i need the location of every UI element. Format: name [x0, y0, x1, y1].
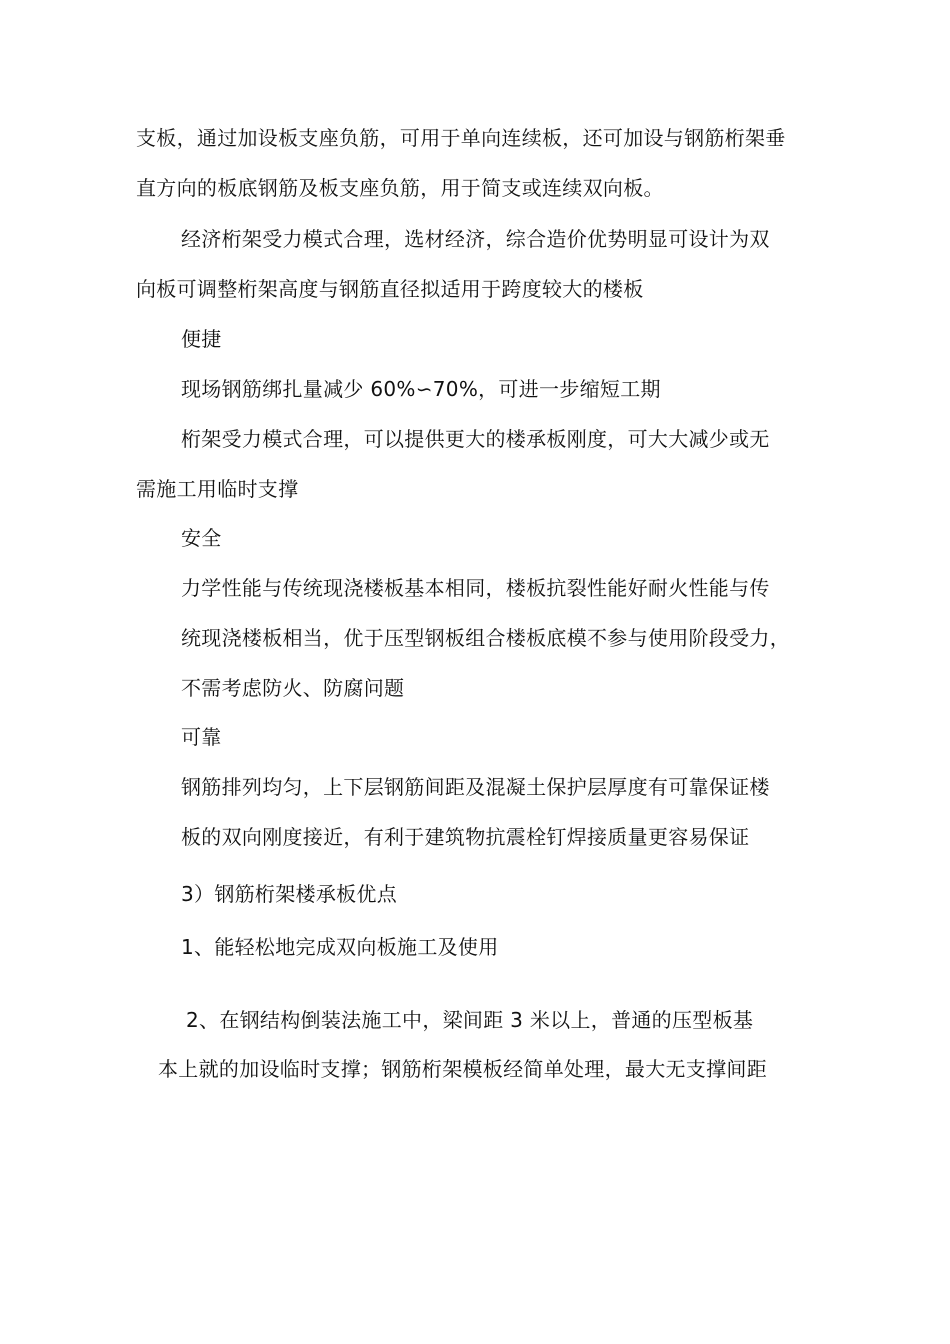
text-line: 力学性能与传统现浇楼板基本相同，楼板抗裂性能好耐火性能与传 [181, 576, 770, 600]
text-line: 直方向的板底钢筋及板支座负筋，用于简支或连续双向板。 [136, 176, 664, 200]
list-item: 1、能轻松地完成双向板施工及使用 [181, 935, 499, 959]
text-line: 支板，通过加设板支座负筋，可用于单向连续板，还可加设与钢筋桁架垂 [136, 126, 786, 150]
text-line: 现场钢筋绑扎量减少 60%∽70%，可进一步缩短工期 [181, 377, 661, 401]
text-line: 需施工用临时支撑 [136, 477, 299, 501]
text-line: 本上就的加设临时支撑；钢筋桁架模板经简单处理，最大无支撑间距 [158, 1057, 767, 1081]
text-line: 向板可调整桁架高度与钢筋直径拟适用于跨度较大的楼板 [136, 277, 644, 301]
text-line: 桁架受力模式合理，可以提供更大的楼承板刚度，可大大减少或无 [181, 427, 770, 451]
text-line: 钢筋排列均匀，上下层钢筋间距及混凝土保护层厚度有可靠保证楼 [181, 775, 770, 799]
section-heading: 可靠 [181, 725, 222, 749]
text-line: 统现浇楼板相当，优于压型钢板组合楼板底模不参与使用阶段受力， [181, 626, 790, 650]
text-line: 板的双向刚度接近，有利于建筑物抗震栓钉焊接质量更容易保证 [181, 825, 750, 849]
section-heading: 安全 [181, 526, 222, 550]
text-line: 不需考虑防火、防腐问题 [181, 676, 405, 700]
list-item: 2、在钢结构倒装法施工中，梁间距 3 米以上，普通的压型板基 [186, 1008, 754, 1032]
numbered-heading: 3）钢筋桁架楼承板优点 [181, 882, 398, 906]
section-heading: 便捷 [181, 327, 222, 351]
text-line: 经济桁架受力模式合理，选材经济，综合造价优势明显可设计为双 [181, 227, 770, 251]
